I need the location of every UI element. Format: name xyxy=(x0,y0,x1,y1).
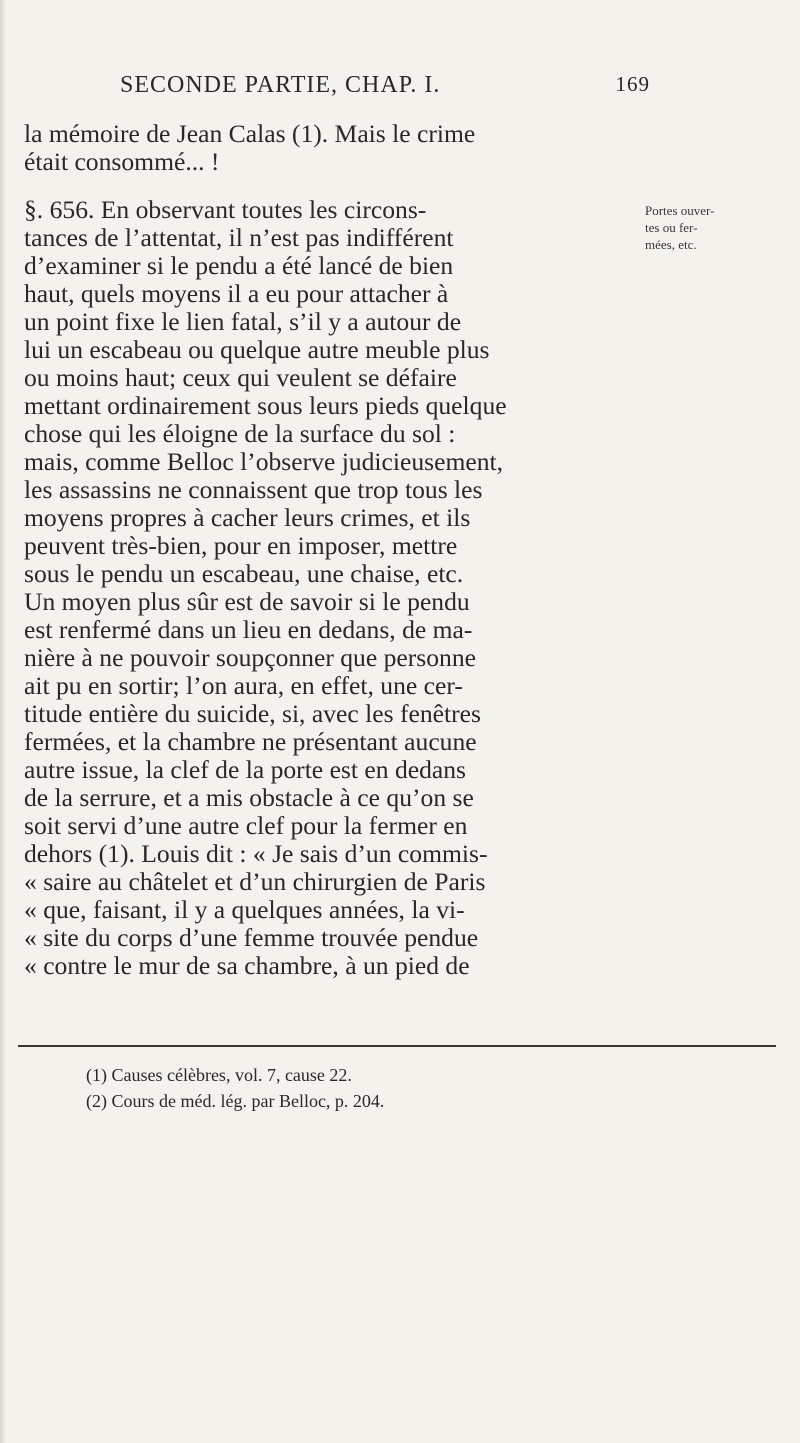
margin-note-line: Portes ouver- xyxy=(645,203,715,218)
text-line: titude entière du suicide, si, avec les fenêtres xyxy=(24,699,481,728)
footnote-1: (1) Causes célèbres, vol. 7, cause 22. xyxy=(86,1065,352,1085)
text-line: de la serrure, et a mis obstacle à ce qu’on se xyxy=(24,783,474,812)
text-line: « saire au châtelet et d’un chirurgien de Paris xyxy=(24,867,486,896)
paragraph-gap xyxy=(24,176,764,196)
text-line: chose qui les éloigne de la surface du sol : xyxy=(24,419,456,448)
text-line: Un moyen plus sûr est de savoir si le pendu xyxy=(24,587,470,616)
text-line: les assassins ne connaissent que trop tous les xyxy=(24,475,483,504)
margin-note xyxy=(645,202,785,253)
text-line: « site du corps d’une femme trouvée pendue xyxy=(24,923,479,952)
running-header xyxy=(120,72,720,99)
text-line: la mémoire de Jean Calas (1). Mais le crime xyxy=(24,119,476,148)
text-line: ou moins haut; ceux qui veulent se défaire xyxy=(24,363,457,392)
text-line: d’examiner si le pendu a été lancé de bien xyxy=(24,251,454,280)
footnotes xyxy=(86,1062,706,1114)
running-head: SECONDE PARTIE, CHAP. I. xyxy=(120,72,441,98)
text-line: tances de l’attentat, il n’est pas indifférent xyxy=(24,223,454,252)
text-line: dehors (1). Louis dit : « Je sais d’un commis- xyxy=(24,839,488,868)
text-line: était consommé... ! xyxy=(24,147,220,176)
margin-note-line: tes ou fer- xyxy=(645,220,698,235)
page-number: 169 xyxy=(615,72,650,96)
text-line: « contre le mur de sa chambre, à un pied de xyxy=(24,951,470,980)
text-line: est renfermé dans un lieu en dedans, de ma- xyxy=(24,615,473,644)
text-line: mais, comme Belloc l’observe judicieusement, xyxy=(24,447,504,476)
text-line: haut, quels moyens il a eu pour attacher à xyxy=(24,279,449,308)
margin-note-line: mées, etc. xyxy=(645,237,697,252)
footnote-2: (2) Cours de méd. lég. par Belloc, p. 204. xyxy=(86,1091,385,1111)
text-line: ait pu en sortir; l’on aura, en effet, une cer- xyxy=(24,671,463,700)
text-line: peuvent très-bien, pour en imposer, mettre xyxy=(24,531,458,560)
text-line: nière à ne pouvoir soupçonner que personne xyxy=(24,643,477,672)
footnote-rule xyxy=(18,1045,776,1047)
text-line: lui un escabeau ou quelque autre meuble plus xyxy=(24,335,490,364)
text-line: « que, faisant, il y a quelques années, la vi- xyxy=(24,895,465,924)
page-edge xyxy=(0,0,6,1443)
text-line: soit servi d’une autre clef pour la fermer en xyxy=(24,811,468,840)
text-line: fermées, et la chambre ne présentant aucune xyxy=(24,727,477,756)
text-line: mettant ordinairement sous leurs pieds quelque xyxy=(24,391,507,420)
text-line: autre issue, la clef de la porte est en dedans xyxy=(24,755,467,784)
section-heading-line: §. 656. En observant toutes les circons- xyxy=(24,195,427,224)
text-line: sous le pendu un escabeau, une chaise, etc. xyxy=(24,559,464,588)
text-line: un point fixe le lien fatal, s’il y a autour de xyxy=(24,307,462,336)
text-line: moyens propres à cacher leurs crimes, et ils xyxy=(24,503,471,532)
